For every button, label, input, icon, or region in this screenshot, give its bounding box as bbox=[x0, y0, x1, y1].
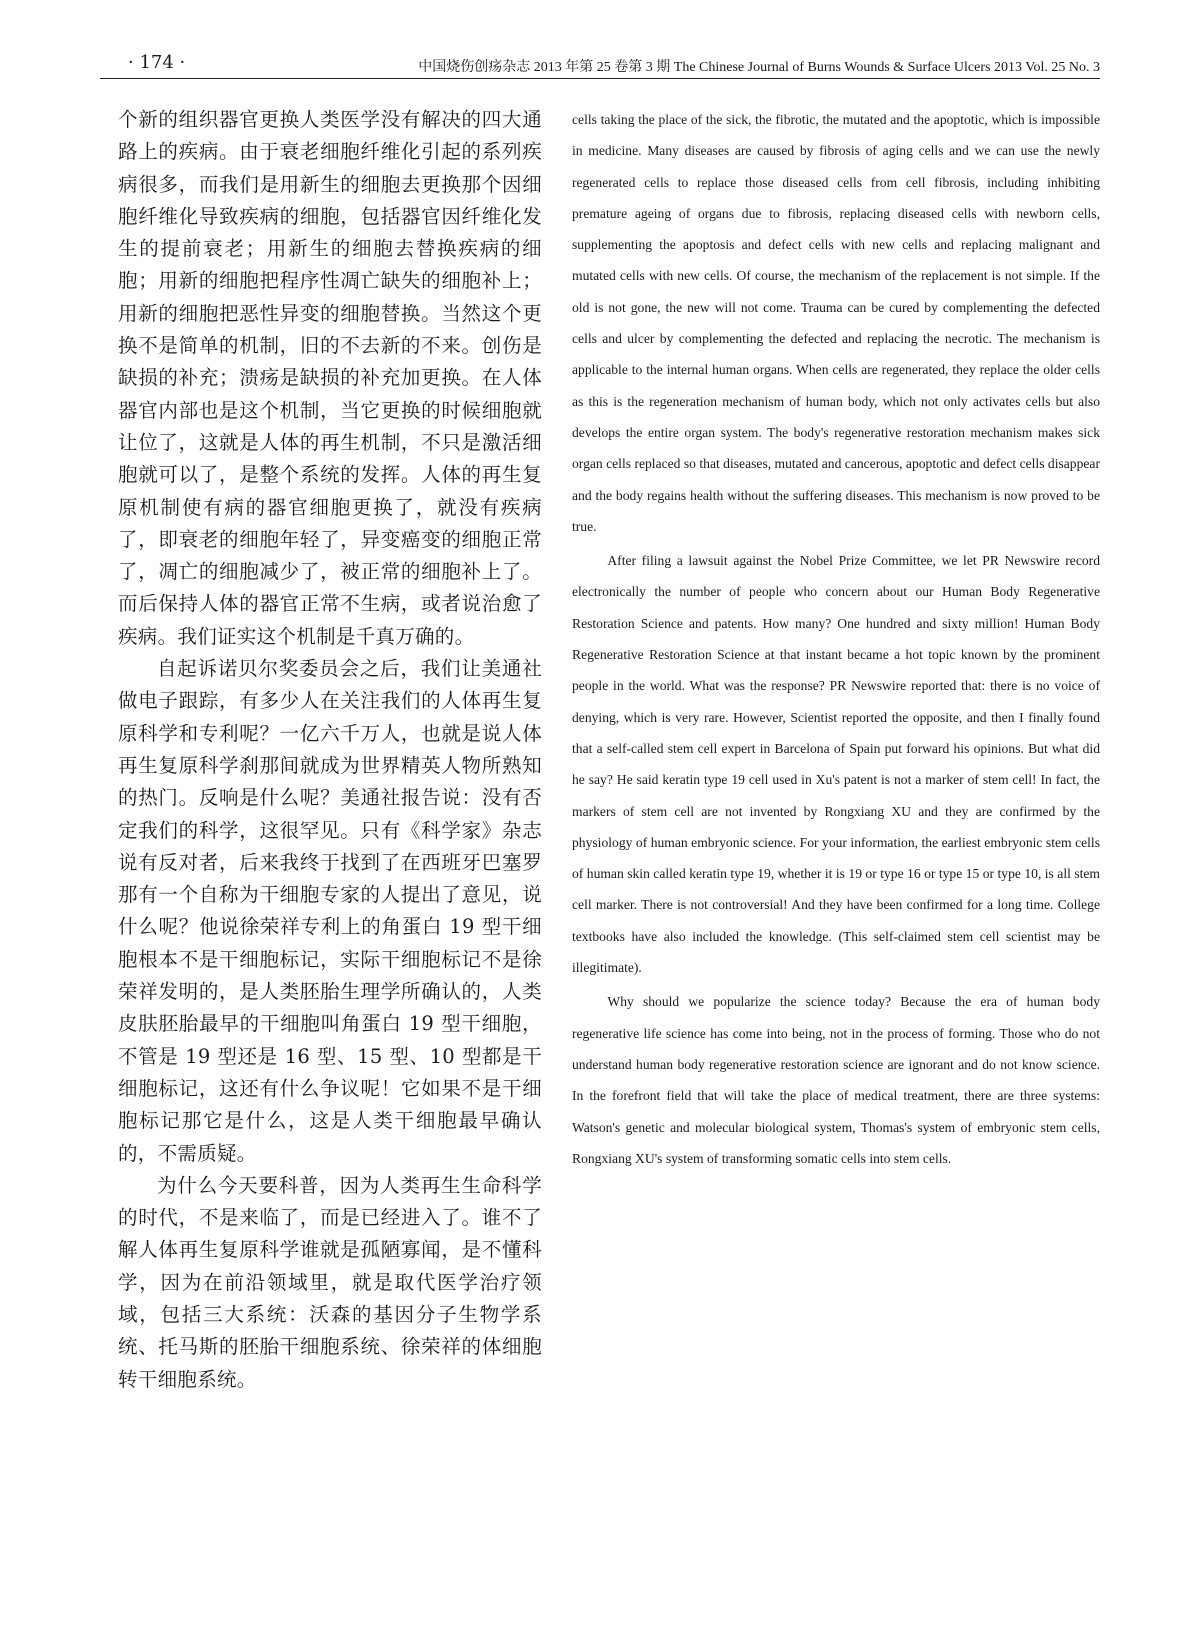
en-paragraph-3: Why should we popularize the science today? Because the era of human body regenerative life science has come into being, not in the process of forming. Those who do not understand human body regenerative restoration science are ignorant and do not know science. In the forefront field that will take the place of medical treatment, there are three systems: Watson's genetic and molecular biological system, Thomas's system of embryonic stem cells, Rongxiang XU's system of transforming somatic cells into stem cells. bbox=[572, 994, 1100, 1166]
header-rule bbox=[100, 78, 1100, 79]
chinese-column bbox=[118, 104, 542, 1396]
journal-citation: 中国烧伤创疡杂志 2013 年第 25 卷第 3 期 The Chinese Journal of Burns Wounds & Surface Ulcers 2013 Vol. 25 No. 3 bbox=[418, 60, 1100, 75]
en-paragraph-1: cells taking the place of the sick, the fibrotic, the mutated and the apoptotic, which is impossible in medicine. Many diseases are caused by fibrosis of aging cells and we can use the newly regenerated cells to replace those diseased cells from cell fibrosis, including inhibiting premature ageing of organs due to fibrosis, replacing diseased cells with newborn cells, supplementing the apoptosis and defect cells with new cells and replacing malignant and mutated cells with new cells. Of course, the mechanism of the replacement is not simple. If the old is not gone, the new will not come. Trauma can be cured by complementing the defected cells and ulcer by complementing the defected and replacing the necrotic. The mechanism is applicable to the internal human organs. When cells are regenerated, they replace the older cells as this is the regeneration mechanism of human body, which not only activates cells but also develops the entire organ system. The body's regenerative restoration mechanism makes sick organ cells replaced so that diseases, mutated and cancerous, apoptotic and defect cells disappear and the body regains health without the suffering diseases. This mechanism is now proved to be true. bbox=[572, 112, 1100, 534]
zh-paragraph-3: 为什么今天要科普，因为人类再生生命科学的时代，不是来临了，而是已经进入了。谁不了解人体再生复原科学谁就是孤陋寡闻，是不懂科学，因为在前沿领域里，就是取代医学治疗领域，包括三大系统：沃森的基因分子生物学系统、托马斯的胚胎干细胞系统、徐荣祥的体细胞转干细胞系统。 bbox=[118, 1173, 542, 1391]
zh-paragraph-2: 自起诉诺贝尔奖委员会之后，我们让美通社做电子跟踪，有多少人在关注我们的人体再生复原科学和专利呢？一亿六千万人，也就是说人体再生复原科学刹那间就成为世界精英人物所熟知的热门。反响是什么呢？美通社报告说：没有否定我们的科学，这很罕见。只有《科学家》杂志说有反对者，后来我终于找到了在西班牙巴塞罗那有一个自称为干细胞专家的人提出了意见，说什么呢？他说徐荣祥专利上的角蛋白 19 型干细胞根本不是干细胞标记，实际干细胞标记不是徐荣祥发明的，是人类胚胎生理学所确认的，人类皮肤胚胎最早的干细胞叫角蛋白 19 型干细胞，不管是 19 型还是 16 型、15 型、10 型都是干细胞标记，这还有什么争议呢！它如果不是干细胞标记那它是什么，这是人类干细胞最早确认的，不需质疑。 bbox=[118, 657, 542, 1165]
en-paragraph-2: After filing a lawsuit against the Nobel Prize Committee, we let PR Newswire record electronically the number of people who concern about our Human Body Regenerative Restoration Science and patents. How many? One hundred and sixty million! Human Body Regenerative Restoration Science at that instant became a hot topic known by the prominent people in the world. What was the response? PR Newswire reported that: there is no voice of denying, which is very rare. However, Scientist reported the opposite, and then I finally found that a self-called stem cell expert in Barcelona of Spain put forward his opinions. But what did he say? He said keratin type 19 cell used in Xu's patent is not a marker of stem cell! In fact, the markers of stem cell are not invented by Rongxiang XU and they are confirmed by the physiology of human embryonic science. For your information, the earliest embryonic stem cells of human skin called keratin type 19, whether it is 19 or type 16 or type 15 or type 10, is all stem cell marker. There is not controversial! And they have been confirmed for a long time. College textbooks have also included the knowledge. (This self-claimed stem cell scientist may be illegitimate). bbox=[572, 553, 1100, 976]
running-header bbox=[100, 50, 1100, 78]
english-column bbox=[572, 104, 1100, 1174]
zh-paragraph-1: 个新的组织器官更换人类医学没有解决的四大通路上的疾病。由于衰老细胞纤维化引起的系列疾病很多，而我们是用新生的细胞去更换那个因细胞纤维化导致疾病的细胞，包括器官因纤维化发生的提前衰老；用新生的细胞去替换疾病的细胞；用新的细胞把程序性凋亡缺失的细胞补上；用新的细胞把恶性异变的细胞替换。当然这个更换不是简单的机制，旧的不去新的不来。创伤是缺损的补充；溃疡是缺损的补充加更换。在人体器官内部也是这个机制，当它更换的时候细胞就让位了，这就是人体的再生机制，不只是激活细胞就可以了，是整个系统的发挥。人体的再生复原机制使有病的器官细胞更换了，就没有疾病了，即衰老的细胞年轻了，异变癌变的细胞正常了，凋亡的细胞减少了，被正常的细胞补上了。而后保持人体的器官正常不生病，或者说治愈了疾病。我们证实这个机制是千真万确的。 bbox=[118, 108, 542, 648]
page-number: · 174 · bbox=[128, 52, 186, 73]
